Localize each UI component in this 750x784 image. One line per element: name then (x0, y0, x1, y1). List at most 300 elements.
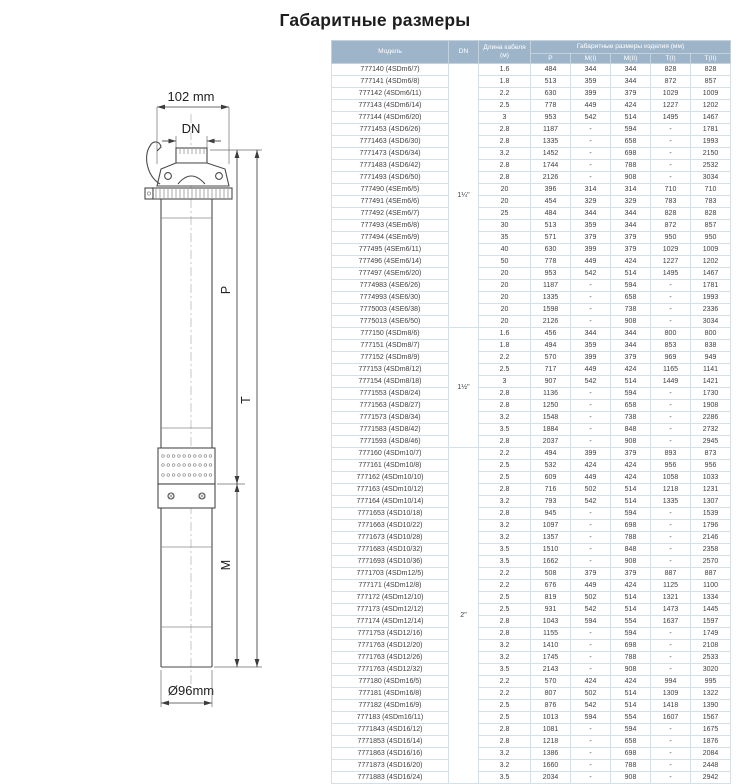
dim-cell: 542 (571, 268, 611, 280)
cable-length-cell: 3.2 (479, 640, 531, 652)
dim-cell: 570 (531, 676, 571, 688)
model-cell: 777153 (4SDm8/12) (332, 364, 449, 376)
cable-length-cell: 20 (479, 304, 531, 316)
dim-cell: 778 (531, 256, 571, 268)
table-row (332, 352, 731, 364)
dim-cell: - (571, 628, 611, 640)
dim-cell: 873 (691, 448, 731, 460)
model-cell: 777173 (4SDm12/12) (332, 604, 449, 616)
table-header (332, 41, 731, 64)
cable-length-cell: 2.5 (479, 472, 531, 484)
table-row (332, 112, 731, 124)
dim-cell: 1876 (691, 736, 731, 748)
dim-cell: 716 (531, 484, 571, 496)
dim-cell: 594 (611, 124, 651, 136)
cable-length-cell: 25 (479, 208, 531, 220)
dim-cell: 2143 (531, 664, 571, 676)
dim-cell: 788 (611, 760, 651, 772)
dim-cell: 594 (571, 616, 611, 628)
dim-cell: 1013 (531, 712, 571, 724)
model-cell: 777164 (4SDm10/14) (332, 496, 449, 508)
dim-cell: 1675 (691, 724, 731, 736)
dim-cell: 738 (611, 412, 651, 424)
dim-cell: - (571, 412, 611, 424)
dim-cell: - (571, 148, 611, 160)
dim-cell: 1187 (531, 124, 571, 136)
table-row (332, 484, 731, 496)
dim-cell: 907 (531, 376, 571, 388)
dim-cell: 344 (571, 64, 611, 76)
model-cell: 7775003 (4SE6/38) (332, 304, 449, 316)
model-cell: 777141 (4SDm6/8) (332, 76, 449, 88)
dim-cell: - (651, 508, 691, 520)
table-row (332, 508, 731, 520)
cable-length-cell: 3.5 (479, 772, 531, 784)
table-row (332, 220, 731, 232)
dim-cell: 514 (611, 484, 651, 496)
cable-length-cell: 30 (479, 220, 531, 232)
dim-cell: 1467 (691, 112, 731, 124)
dim-cell: 778 (531, 100, 571, 112)
table-row (332, 100, 731, 112)
model-cell: 777161 (4SDm10/8) (332, 460, 449, 472)
cable-length-cell: 3.2 (479, 496, 531, 508)
model-cell: 7771763 (4SD12/32) (332, 664, 449, 676)
dim-cell: 887 (651, 568, 691, 580)
dim-cell: 424 (611, 472, 651, 484)
dim-cell: 379 (611, 244, 651, 256)
dim-cell: 995 (691, 676, 731, 688)
dim-cell: - (571, 556, 611, 568)
dim-cell: - (571, 280, 611, 292)
model-cell: 777160 (4SDm10/7) (332, 448, 449, 460)
dim-cell: 379 (571, 232, 611, 244)
dim-cell: 2146 (691, 532, 731, 544)
dim-cell: 908 (611, 316, 651, 328)
dim-cell: 514 (611, 112, 651, 124)
dim-cell: 514 (611, 700, 651, 712)
dim-cell: 2037 (531, 436, 571, 448)
dim-cell: 2533 (691, 652, 731, 664)
dim-cell: 1796 (691, 520, 731, 532)
model-cell: 7771763 (4SD12/20) (332, 640, 449, 652)
cable-length-cell: 35 (479, 232, 531, 244)
dim-cell: 1607 (651, 712, 691, 724)
dn-cell: 1½" (449, 328, 479, 448)
dim-cell: 945 (531, 508, 571, 520)
model-cell: 7774993 (4SE6/30) (332, 292, 449, 304)
cable-length-cell: 2.8 (479, 160, 531, 172)
dim-cell: 893 (651, 448, 691, 460)
cable-length-cell: 2.8 (479, 400, 531, 412)
dim-cell: - (571, 304, 611, 316)
dim-cell: 848 (611, 424, 651, 436)
dim-cell: 2448 (691, 760, 731, 772)
model-cell: 777163 (4SDm10/12) (332, 484, 449, 496)
cable-length-cell: 3 (479, 112, 531, 124)
cable-length-cell: 2.2 (479, 688, 531, 700)
dim-cell: 594 (611, 280, 651, 292)
dim-cell: 872 (651, 220, 691, 232)
model-cell: 7771663 (4SD10/22) (332, 520, 449, 532)
dim-cell: 1418 (651, 700, 691, 712)
dim-cell: 379 (611, 448, 651, 460)
dim-cell: 1662 (531, 556, 571, 568)
dim-cell: - (571, 736, 611, 748)
model-cell: 777174 (4SDm12/14) (332, 616, 449, 628)
dim-cell: 828 (651, 64, 691, 76)
dim-cell: 853 (651, 340, 691, 352)
dim-cell: 314 (611, 184, 651, 196)
dim-cell: - (651, 748, 691, 760)
dim-cell: 344 (611, 76, 651, 88)
dim-cell: 513 (531, 220, 571, 232)
cable-length-cell: 1.6 (479, 328, 531, 340)
dim-cell: 800 (651, 328, 691, 340)
dim-cell: - (651, 304, 691, 316)
table-row (332, 748, 731, 760)
dim-cell: 3020 (691, 664, 731, 676)
cable-length-cell: 2.2 (479, 448, 531, 460)
table-row (332, 316, 731, 328)
dim-cell: 449 (571, 256, 611, 268)
dim-cell: 2034 (531, 772, 571, 784)
spec-table (331, 40, 731, 784)
dim-cell: - (571, 400, 611, 412)
table-row (332, 544, 731, 556)
header-dim-m1: M(I) (571, 54, 611, 64)
model-cell: 777496 (4SEm6/14) (332, 256, 449, 268)
dim-cell: 3034 (691, 172, 731, 184)
dim-cell: 738 (611, 304, 651, 316)
dim-cell: 344 (571, 328, 611, 340)
page-title: Габаритные размеры (279, 10, 471, 30)
dim-cell: 1781 (691, 280, 731, 292)
dim-cell: 949 (691, 352, 731, 364)
cable-length-cell: 2.5 (479, 364, 531, 376)
dim-cell: - (571, 508, 611, 520)
dim-cell: - (651, 532, 691, 544)
table-row (332, 268, 731, 280)
model-cell: 7771573 (4SD8/34) (332, 412, 449, 424)
dim-cell: 344 (611, 328, 651, 340)
table-row (332, 304, 731, 316)
dim-cell: 1390 (691, 700, 731, 712)
dim-cell: 594 (611, 388, 651, 400)
dim-cell: 630 (531, 88, 571, 100)
cable-length-cell: 2.2 (479, 88, 531, 100)
model-cell: 7771553 (4SD8/24) (332, 388, 449, 400)
dim-cell: 1386 (531, 748, 571, 760)
model-cell: 7774983 (4SE6/26) (332, 280, 449, 292)
model-cell: 777183 (4SDm16/11) (332, 712, 449, 724)
dim-cell: - (651, 292, 691, 304)
model-cell: 777494 (4SEm6/9) (332, 232, 449, 244)
dim-cell: - (651, 628, 691, 640)
model-cell: 7771753 (4SD12/16) (332, 628, 449, 640)
dim-cell: 2084 (691, 748, 731, 760)
model-cell: 777180 (4SDm16/5) (332, 676, 449, 688)
dim-cell: 609 (531, 472, 571, 484)
table-row (332, 616, 731, 628)
dim-cell: 399 (571, 448, 611, 460)
dim-cell: 2732 (691, 424, 731, 436)
dim-cell: - (651, 640, 691, 652)
dim-cell: 424 (611, 256, 651, 268)
model-cell: 777497 (4SEm6/20) (332, 268, 449, 280)
dim-cell: 1539 (691, 508, 731, 520)
dim-cell: 1908 (691, 400, 731, 412)
table-row (332, 196, 731, 208)
dim-cell: 1781 (691, 124, 731, 136)
dim-cell: 2150 (691, 148, 731, 160)
dimension-P (210, 150, 262, 484)
dim-cell: 494 (531, 448, 571, 460)
cable-length-cell: 3 (479, 376, 531, 388)
dim-cell: 710 (651, 184, 691, 196)
dim-cell: 502 (571, 484, 611, 496)
dim-cell: 1141 (691, 364, 731, 376)
clamp-band (145, 188, 232, 199)
dim-cell: 1009 (691, 88, 731, 100)
pump-head (147, 142, 229, 186)
model-cell: 7771653 (4SD10/18) (332, 508, 449, 520)
dim-cell: 2945 (691, 436, 731, 448)
model-cell: 777152 (4SDm8/9) (332, 352, 449, 364)
dim-cell: 514 (611, 268, 651, 280)
dim-cell: 1495 (651, 112, 691, 124)
model-cell: 777181 (4SDm16/8) (332, 688, 449, 700)
dim-cell: 2358 (691, 544, 731, 556)
cable-length-cell: 2.5 (479, 712, 531, 724)
dim-cell: 994 (651, 676, 691, 688)
dim-cell: 658 (611, 292, 651, 304)
dim-cell: - (571, 664, 611, 676)
dim-cell: 1749 (691, 628, 731, 640)
dim-cell: 828 (691, 208, 731, 220)
dim-cell: - (651, 172, 691, 184)
dim-cell: 1445 (691, 604, 731, 616)
dimension-M (214, 484, 262, 667)
dimension-T (239, 150, 259, 667)
cable-length-cell: 2.8 (479, 172, 531, 184)
model-cell: 777150 (4SDm8/6) (332, 328, 449, 340)
table-row (332, 88, 731, 100)
dim-cell: 570 (531, 352, 571, 364)
cable-length-cell: 2.8 (479, 628, 531, 640)
cable-length-cell: 2.8 (479, 136, 531, 148)
table-row (332, 652, 731, 664)
dim-cell: 676 (531, 580, 571, 592)
table-row (332, 772, 731, 784)
bottom-diameter-label: Ø96mm (167, 683, 215, 698)
header-dims-group: Габаритные размеры изделия (мм) (531, 41, 731, 54)
dim-cell: 1730 (691, 388, 731, 400)
dim-cell: 908 (611, 172, 651, 184)
dim-cell: 359 (571, 220, 611, 232)
m-label: M (219, 559, 233, 571)
table-row (332, 232, 731, 244)
dim-cell: 594 (611, 628, 651, 640)
dim-cell: 329 (571, 196, 611, 208)
table-row (332, 556, 731, 568)
dim-cell: 554 (611, 616, 651, 628)
dim-cell: 449 (571, 100, 611, 112)
table-row (332, 292, 731, 304)
dim-cell: 931 (531, 604, 571, 616)
cable-length-cell: 2.5 (479, 592, 531, 604)
header-dn: DN (449, 41, 479, 64)
table-row (332, 280, 731, 292)
dim-cell: 314 (571, 184, 611, 196)
dim-cell: - (651, 424, 691, 436)
dim-cell: - (571, 652, 611, 664)
model-cell: 7771843 (4SD16/12) (332, 724, 449, 736)
dim-cell: 3034 (691, 316, 731, 328)
dim-cell: 848 (611, 544, 651, 556)
dim-cell: 1218 (651, 484, 691, 496)
dim-cell: 399 (571, 88, 611, 100)
dim-cell: 1335 (531, 292, 571, 304)
dim-cell: - (651, 544, 691, 556)
dim-cell: 532 (531, 460, 571, 472)
dim-cell: 571 (531, 232, 571, 244)
cable-length-cell: 2.2 (479, 580, 531, 592)
dim-cell: 379 (611, 232, 651, 244)
dim-cell: 1421 (691, 376, 731, 388)
dim-cell: 424 (611, 364, 651, 376)
dim-cell: 1009 (691, 244, 731, 256)
dim-cell: - (651, 736, 691, 748)
table-row (332, 172, 731, 184)
table-row (332, 148, 731, 160)
table-row (332, 724, 731, 736)
dim-cell: 630 (531, 244, 571, 256)
cable-length-cell: 2.8 (479, 724, 531, 736)
model-cell: 7771673 (4SD10/28) (332, 532, 449, 544)
dim-cell: 1548 (531, 412, 571, 424)
t-label: T (239, 396, 253, 404)
model-cell: 7775013 (4SE6/50) (332, 316, 449, 328)
dim-cell: 698 (611, 520, 651, 532)
dim-cell: 2942 (691, 772, 731, 784)
model-cell: 7771873 (4SD16/20) (332, 760, 449, 772)
dim-cell: 1250 (531, 400, 571, 412)
cable-length-cell: 3.2 (479, 760, 531, 772)
dim-cell: 514 (611, 688, 651, 700)
dn-label: DN (181, 121, 201, 136)
dim-cell: 344 (611, 64, 651, 76)
model-cell: 7771583 (4SD8/42) (332, 424, 449, 436)
table-row (332, 580, 731, 592)
dimension-96mm (161, 670, 214, 707)
cable-length-cell: 1.8 (479, 76, 531, 88)
dim-cell: 857 (691, 76, 731, 88)
cable-length-cell: 2.5 (479, 100, 531, 112)
model-cell: 7771593 (4SD8/46) (332, 436, 449, 448)
dim-cell: 1449 (651, 376, 691, 388)
table-row (332, 328, 731, 340)
dim-cell: - (651, 724, 691, 736)
dim-cell: 1218 (531, 736, 571, 748)
dn-cell: 1¼" (449, 64, 479, 328)
cable-length-cell: 3.5 (479, 556, 531, 568)
cable-length-cell: 2.2 (479, 676, 531, 688)
model-cell: 7771703 (4SDm12/5) (332, 568, 449, 580)
cable-length-cell: 1.8 (479, 340, 531, 352)
dim-cell: 950 (651, 232, 691, 244)
dim-cell: 788 (611, 160, 651, 172)
model-cell: 777182 (4SDm16/9) (332, 700, 449, 712)
pump-body (161, 199, 212, 448)
model-cell: 7771483 (4SD6/42) (332, 160, 449, 172)
dim-cell: 396 (531, 184, 571, 196)
cable-length-cell: 50 (479, 256, 531, 268)
pump-diagram-svg (138, 84, 273, 719)
dim-cell: 698 (611, 640, 651, 652)
cable-length-cell: 40 (479, 244, 531, 256)
dim-cell: 828 (691, 64, 731, 76)
table-row (332, 436, 731, 448)
table-row (332, 376, 731, 388)
model-cell: 777172 (4SDm12/10) (332, 592, 449, 604)
dimension-dn (162, 121, 221, 150)
model-cell: 777154 (4SDm8/18) (332, 376, 449, 388)
header-cable-length: Длина кабеля (м) (479, 41, 531, 64)
cable-length-cell: 2.8 (479, 388, 531, 400)
dim-cell: 456 (531, 328, 571, 340)
model-cell: 7771473 (4SD6/34) (332, 148, 449, 160)
dim-cell: - (651, 280, 691, 292)
dim-cell: 484 (531, 64, 571, 76)
model-cell: 7771563 (4SD8/27) (332, 400, 449, 412)
dim-cell: - (651, 148, 691, 160)
table-row (332, 448, 731, 460)
dim-cell: 1322 (691, 688, 731, 700)
dim-cell: 1097 (531, 520, 571, 532)
cable-length-cell: 2.2 (479, 568, 531, 580)
dim-cell: - (571, 436, 611, 448)
dim-cell: - (651, 136, 691, 148)
dim-cell: - (651, 388, 691, 400)
dim-cell: 908 (611, 664, 651, 676)
dim-cell: 542 (571, 376, 611, 388)
table-row (332, 76, 731, 88)
model-cell: 777142 (4SDm6/11) (332, 88, 449, 100)
dim-cell: 542 (571, 700, 611, 712)
dim-cell: 399 (571, 244, 611, 256)
motor-body (161, 508, 212, 667)
cable-length-cell: 20 (479, 184, 531, 196)
dim-cell: - (651, 412, 691, 424)
dim-cell: 494 (531, 340, 571, 352)
table-row (332, 412, 731, 424)
dim-cell: 344 (611, 208, 651, 220)
cable-length-cell: 2.8 (479, 436, 531, 448)
model-cell: 777492 (4SEm6/7) (332, 208, 449, 220)
model-cell: 777491 (4SEm6/6) (332, 196, 449, 208)
table-row (332, 700, 731, 712)
dim-cell: 2570 (691, 556, 731, 568)
dim-cell: 2286 (691, 412, 731, 424)
dim-cell: 2336 (691, 304, 731, 316)
dim-cell: 1567 (691, 712, 731, 724)
dim-cell: 424 (571, 460, 611, 472)
dim-cell: 502 (571, 592, 611, 604)
dim-cell: 344 (611, 220, 651, 232)
table-row (332, 340, 731, 352)
header-dim-t2: T(II) (691, 54, 731, 64)
